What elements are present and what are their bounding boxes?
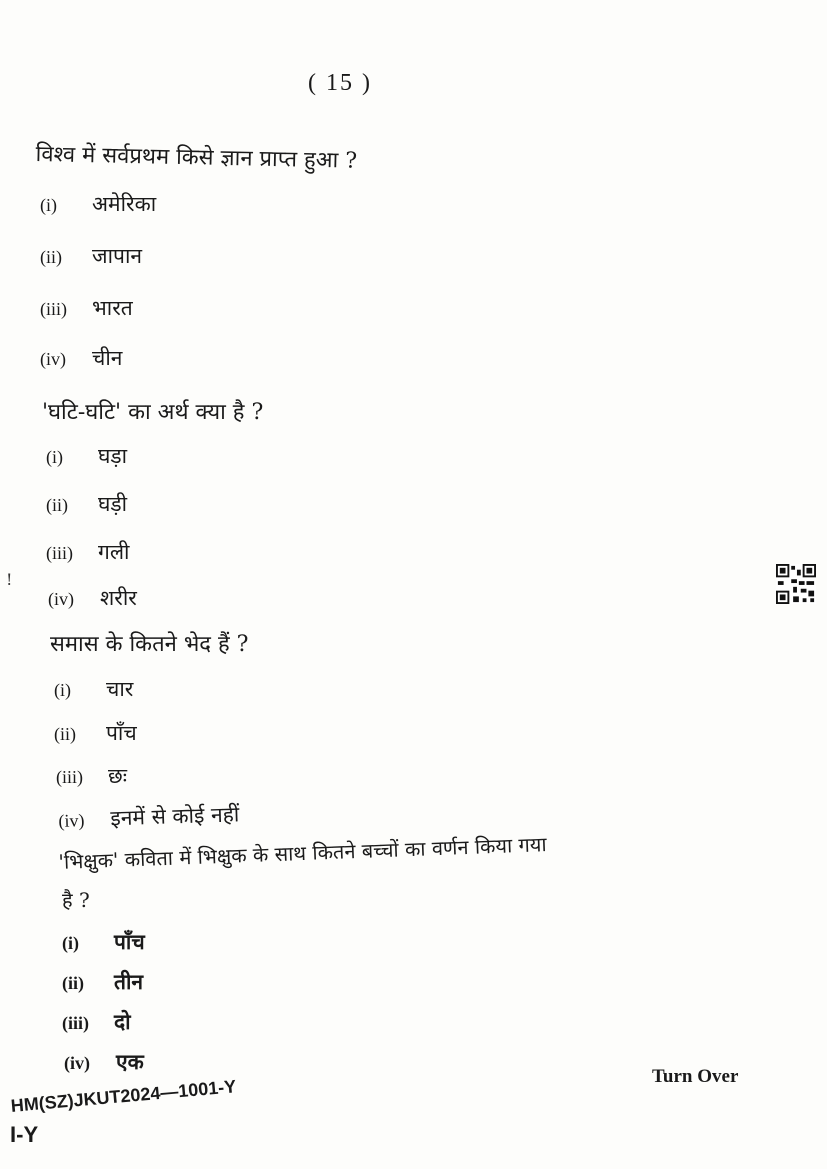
option-text: शरीर <box>100 586 137 610</box>
question-2-option-3 <box>46 538 130 566</box>
option-number: (ii) <box>54 724 76 744</box>
option-number: (iv) <box>64 1053 90 1073</box>
option-text: एक <box>116 1049 144 1074</box>
question-4-option-4 <box>64 1048 144 1076</box>
question-4-text-continued: है ? <box>62 888 90 912</box>
option-number: (ii) <box>62 973 84 993</box>
question-1-option-1 <box>40 190 156 218</box>
option-text: पाँच <box>114 929 145 954</box>
question-2-option-4 <box>48 584 137 612</box>
option-text: घड़ी <box>98 492 128 516</box>
option-number: (i) <box>40 195 57 215</box>
question-2-option-2 <box>46 490 127 518</box>
option-text: जापान <box>92 244 143 268</box>
option-number: (i) <box>46 447 63 467</box>
option-text: गली <box>98 540 130 564</box>
question-4-option-2 <box>62 968 143 996</box>
question-4-text: 'भिक्षुक' कविता में भिक्षुक के साथ कितने बच्चों का वर्णन किया गया <box>58 832 547 874</box>
question-2-text: 'घटि-घटि' का अर्थ क्या है ? <box>42 400 264 425</box>
option-number: (iii) <box>62 1013 89 1033</box>
option-text: अमेरिका <box>92 192 157 216</box>
option-number: (iv) <box>58 810 85 831</box>
question-2-option-1 <box>46 442 127 470</box>
question-3-option-2 <box>54 719 137 747</box>
option-number: (i) <box>54 680 71 700</box>
question-1-text: विश्व में सर्वप्रथम किसे ज्ञान प्राप्त हुआ ? <box>35 141 358 174</box>
option-text: पाँच <box>106 721 137 745</box>
question-1-option-2 <box>40 242 142 270</box>
question-4-option-3 <box>62 1008 131 1036</box>
question-1-option-3 <box>40 294 133 322</box>
option-number: (iv) <box>48 589 74 609</box>
qr-code-icon <box>776 564 816 604</box>
question-3-option-4 <box>58 800 240 834</box>
option-text: तीन <box>114 969 144 994</box>
option-text: चार <box>106 677 134 701</box>
question-3-text: समास के कितने भेद हैं ? <box>50 632 249 657</box>
option-number: (iii) <box>46 543 73 563</box>
question-4-option-1 <box>62 928 145 956</box>
question-3-option-1 <box>54 675 133 703</box>
option-number: (ii) <box>46 495 68 515</box>
paper-code: HM(SZ)JKUT2024—1001-Y <box>10 1076 237 1116</box>
turn-over-note: Turn Over <box>652 1066 739 1087</box>
page-number: ( 15 ) <box>308 70 372 96</box>
option-text: घड़ा <box>98 444 128 468</box>
option-number: (iii) <box>40 299 67 319</box>
option-number: (i) <box>62 933 79 953</box>
option-text: छः <box>108 764 127 788</box>
question-3-option-3 <box>56 762 127 790</box>
paper-code-suffix: I-Y <box>10 1122 39 1147</box>
option-number: (ii) <box>40 247 62 267</box>
option-text: इनमें से कोई नहीं <box>110 802 240 831</box>
option-text: भारत <box>92 296 133 320</box>
option-text: दो <box>114 1009 131 1034</box>
margin-mark: ! <box>6 570 13 589</box>
option-number: (iii) <box>56 767 83 787</box>
option-text: चीन <box>92 346 123 370</box>
question-1-option-4 <box>40 344 122 372</box>
option-number: (iv) <box>40 349 66 369</box>
